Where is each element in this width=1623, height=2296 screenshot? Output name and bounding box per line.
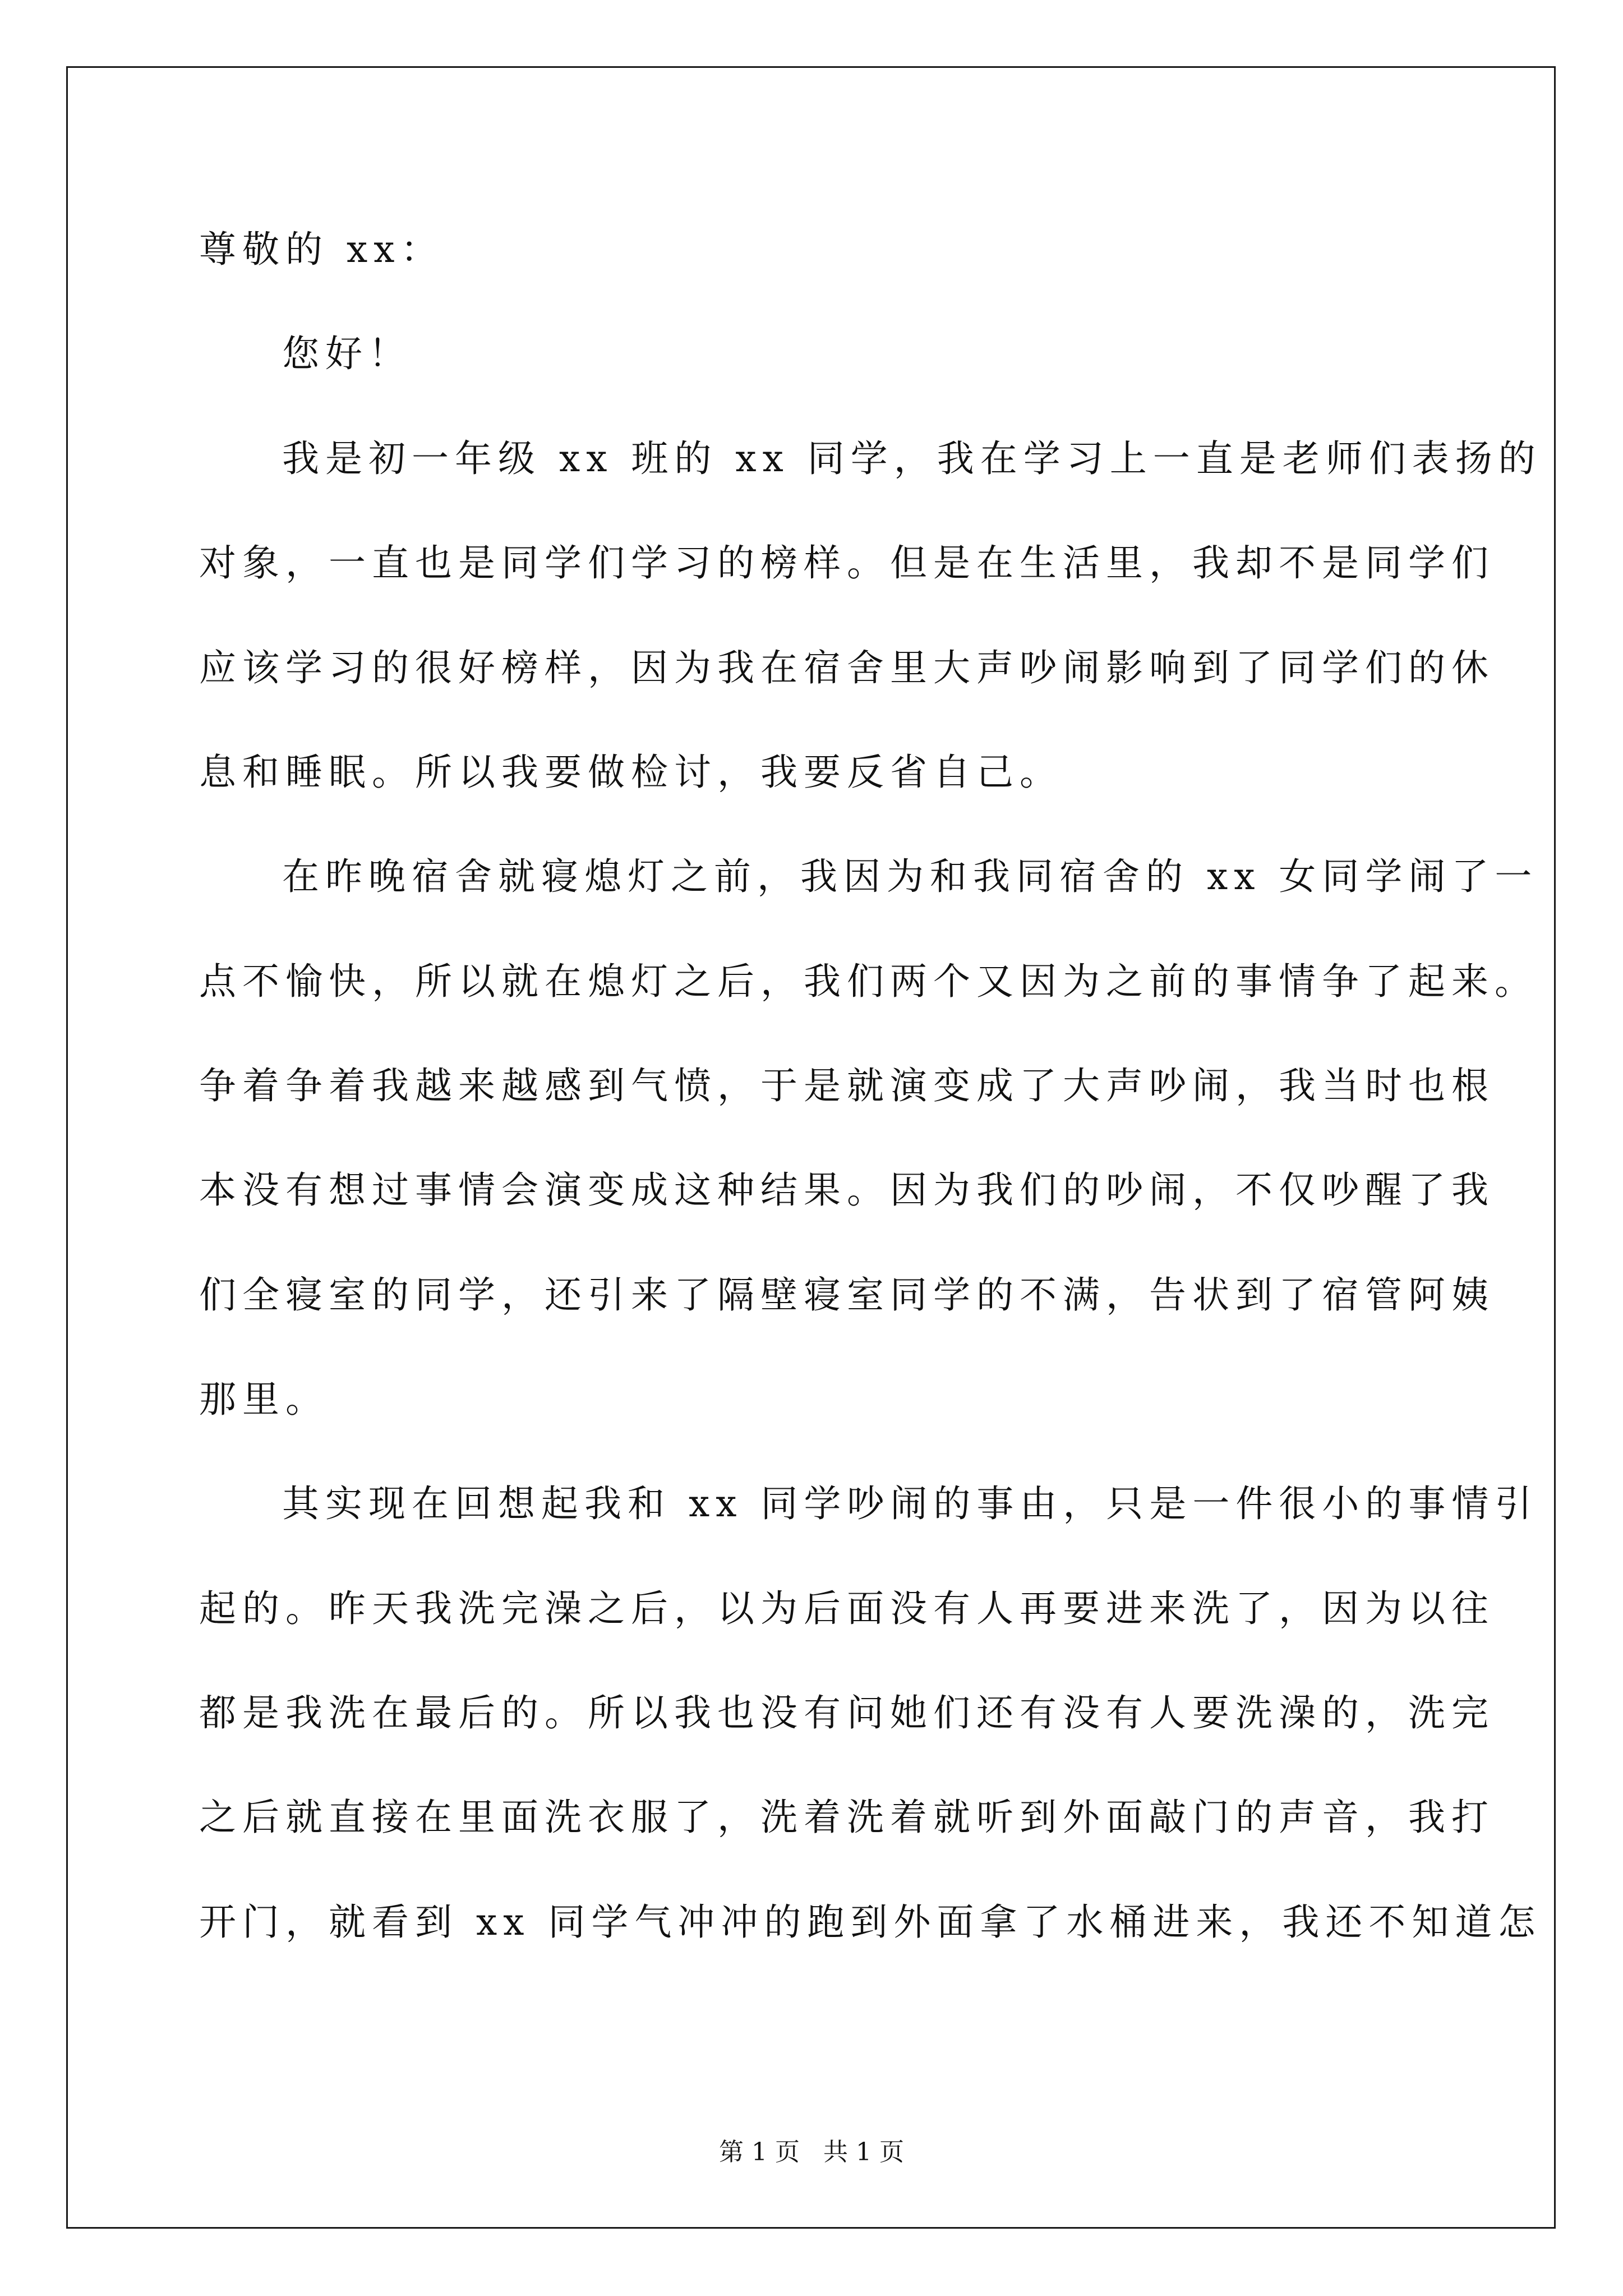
paragraph-2-line-5: 们全寝室的同学，还引来了隔壁寝室同学的不满，告状到了宿管阿姨 <box>199 1273 1495 1317</box>
paragraph-2-line-6: 那里。 <box>199 1378 329 1421</box>
paragraph-3-line-5: 开门，就看到 xx 同学气冲冲的跑到外面拿了水桶进来，我还不知道怎 <box>199 1901 1542 1944</box>
paragraph-1-line-2: 对象，一直也是同学们学习的榜样。但是在生活里，我却不是同学们 <box>199 541 1495 585</box>
paragraph-3-line-2: 起的。昨天我洗完澡之后，以为后面没有人再要进来洗了，因为以往 <box>199 1587 1495 1630</box>
paragraph-3-line-1: 其实现在回想起我和 xx 同学吵闹的事由，只是一件很小的事情引 <box>282 1482 1538 1525</box>
paragraph-2-line-1: 在昨晚宿舍就寝熄灯之前，我因为和我同宿舍的 xx 女同学闹了一 <box>282 855 1538 898</box>
page-footer: 第 1 页 共 1 页 <box>719 2138 904 2166</box>
paragraph-3-line-4: 之后就直接在里面洗衣服了，洗着洗着就听到外面敲门的声音，我打 <box>199 1796 1495 1839</box>
paragraph-2-line-2: 点不愉快，所以就在熄灯之后，我们两个又因为之前的事情争了起来。 <box>199 960 1538 1003</box>
salutation: 尊敬的 xx： <box>199 228 444 271</box>
paragraph-3-line-3: 都是我洗在最后的。所以我也没有问她们还有没有人要洗澡的，洗完 <box>199 1691 1495 1734</box>
paragraph-1-line-3: 应该学习的很好榜样，因为我在宿舍里大声吵闹影响到了同学们的休 <box>199 646 1495 689</box>
paragraph-2-line-3: 争着争着我越来越感到气愤，于是就演变成了大声吵闹，我当时也根 <box>199 1064 1495 1107</box>
greeting: 您好！ <box>282 332 412 375</box>
paragraph-2-line-4: 本没有想过事情会演变成这种结果。因为我们的吵闹，不仅吵醒了我 <box>199 1168 1495 1212</box>
paragraph-1-line-1: 我是初一年级 xx 班的 xx 同学，我在学习上一直是老师们表扬的 <box>282 437 1542 480</box>
paragraph-1-line-4: 息和睡眠。所以我要做检讨，我要反省自己。 <box>199 751 1063 794</box>
